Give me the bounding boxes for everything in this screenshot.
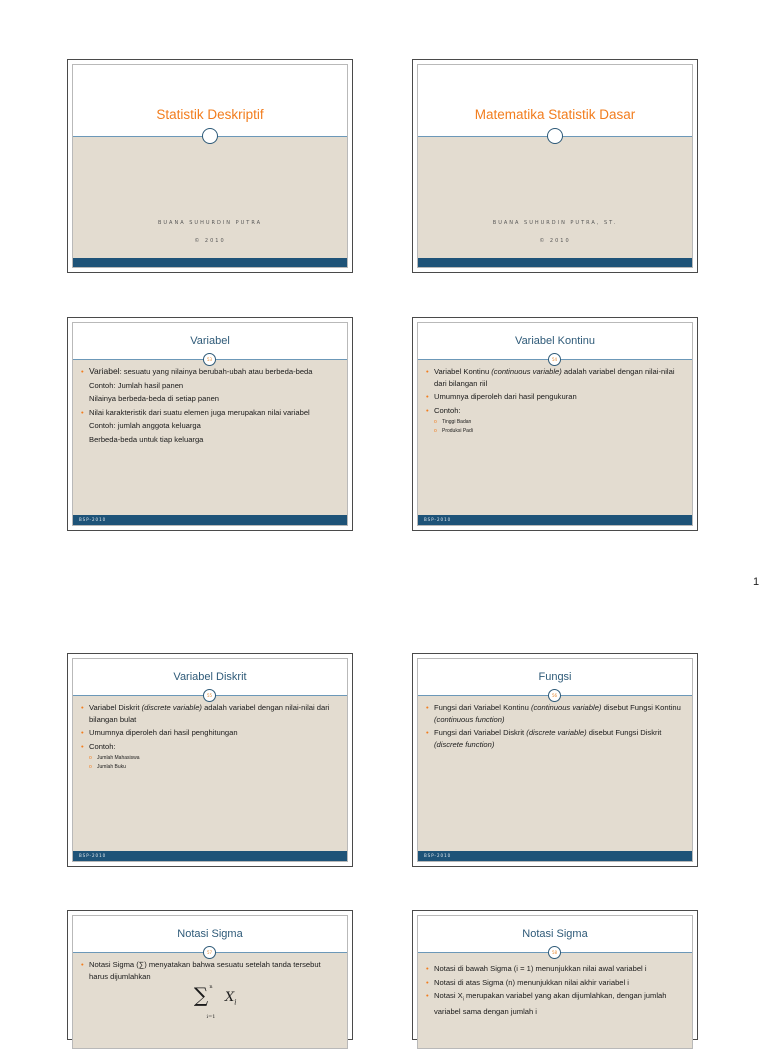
sigma-variable-subscript: i — [234, 998, 237, 1007]
slide-year: © 2010 — [194, 238, 226, 244]
slide-content — [426, 963, 686, 1020]
bullet-text: disebut Fungsi Diskrit — [586, 728, 662, 738]
bullet-text: Variabel Kontinu — [434, 367, 492, 376]
bullet-item: • Contoh: — [426, 405, 686, 417]
divider-circle — [547, 128, 563, 144]
footer-bar — [418, 258, 692, 267]
bullet-text: merupakan variabel yang akan dijumlahkan, dengan jumlah variabel sama dengan jumlah i — [434, 991, 667, 1017]
bullet-text: : sesuatu yang nilainya berubah-ubah atau berbeda-beda — [119, 367, 313, 376]
bullet-item — [426, 702, 686, 725]
bullet-lead: Variabel — [89, 366, 120, 376]
slide-number-circle: 56 — [548, 689, 561, 702]
sigma-symbol: ∑ — [193, 983, 209, 1008]
slide-number-circle: 53 — [203, 353, 216, 366]
sub-bullet-item: o Jumlah Buku — [81, 763, 341, 772]
slide-title: Statistik Deskriptif — [156, 107, 264, 122]
footer-text: BSP-2010 — [79, 517, 107, 522]
slide-frame — [417, 64, 693, 268]
bullet-item: • Umumnya diperoleh dari hasil penghitungan — [81, 727, 341, 739]
sub-bullet-item: o Jumlah Mahasiswa — [81, 754, 341, 763]
bullet-item: • Umumnya diperoleh dari hasil pengukuran — [426, 391, 686, 403]
slide-notasi-sigma-1 — [67, 910, 353, 1040]
bullet-item — [426, 990, 686, 1018]
footer-bar — [73, 258, 347, 267]
slide-frame — [72, 322, 348, 526]
footer-bar — [418, 851, 692, 861]
bullet-item — [426, 727, 686, 750]
slide-matematika-statistik-dasar — [412, 59, 698, 273]
bullet-text: Variabel Diskrit — [89, 703, 142, 712]
slide-content — [426, 366, 686, 436]
slide-number-circle: 55 — [203, 689, 216, 702]
footer-bar — [418, 515, 692, 525]
slide-title-area — [418, 65, 692, 137]
bullet-subscript: i — [462, 996, 464, 1003]
footer-text: BSP-2010 — [79, 853, 107, 858]
sub-bullet-item: o Produksi Padi — [426, 427, 686, 436]
bullet-text: Fungsi dari Variabel Kontinu — [434, 703, 531, 712]
slide-body-area — [73, 953, 347, 1048]
slide-notasi-sigma-2 — [412, 910, 698, 1040]
slide-statistik-deskriptif — [67, 59, 353, 273]
slide-title: Notasi Sigma — [177, 928, 243, 940]
slide-title: Variabel Kontinu — [515, 335, 595, 347]
bullet-italic: (discrete function) — [434, 739, 495, 749]
slide-fungsi — [412, 653, 698, 867]
footer-text: BSP-2010 — [424, 853, 452, 858]
bullet-text: adalah variabel dengan nilai-nilai dari bilangan bulat — [89, 703, 330, 724]
slide-content — [81, 702, 341, 772]
slide-title: Variabel — [190, 335, 230, 347]
text-line: Contoh: Jumlah hasil panen — [89, 380, 184, 390]
bullet-italic: (continuous variable) — [530, 703, 602, 712]
slide-frame — [72, 915, 348, 1049]
sub-bullet-item: o Tinggi Badan — [426, 418, 686, 427]
slide-content — [426, 702, 686, 752]
sigma-variable — [225, 992, 237, 1009]
sigma-formula — [81, 983, 341, 1021]
text-line: Contoh: jumlah anggota keluarga — [89, 421, 201, 431]
slide-title-area — [73, 65, 347, 137]
slide-content — [81, 959, 341, 1020]
slide-frame — [72, 64, 348, 268]
slide-title: Fungsi — [538, 671, 572, 683]
bullet-item: • Contoh: — [81, 741, 341, 753]
slide-title: Matematika Statistik Dasar — [474, 107, 636, 122]
slide-body-area — [73, 137, 347, 259]
bullet-text: Notasi X — [434, 991, 463, 1001]
page-number: 1 — [753, 576, 760, 588]
slide-number-circle: 58 — [548, 946, 561, 959]
slide-variabel-diskrit — [67, 653, 353, 867]
slide-year: © 2010 — [539, 238, 571, 244]
bullet-item — [426, 366, 686, 389]
footer-bar — [73, 515, 347, 525]
slide-body-area — [418, 953, 692, 1048]
slide-frame — [417, 322, 693, 526]
slide-variabel — [67, 317, 353, 531]
slide-number-circle: 57 — [203, 946, 216, 959]
slide-body-area — [418, 696, 692, 851]
slide-title: Variabel Diskrit — [173, 671, 247, 683]
slide-number-circle: 54 — [548, 353, 561, 366]
divider-circle — [202, 128, 218, 144]
bullet-text: disebut Fungsi Kontinu — [601, 703, 681, 712]
slide-content — [81, 366, 341, 448]
bullet-text: Fungsi dari Variabel Diskrit — [434, 728, 527, 738]
slide-body-area — [73, 696, 347, 851]
text-line: Berbeda-beda untuk tiap keluarga — [89, 434, 204, 444]
sigma-upper-limit: n — [209, 984, 213, 991]
slide-title: Notasi Sigma — [522, 928, 588, 940]
bullet-item — [81, 366, 341, 378]
sigma-lower-limit: i=1 — [206, 1014, 216, 1021]
slide-author: BUANA SUHURDIN PUTRA — [157, 220, 263, 226]
slide-frame — [72, 658, 348, 862]
slide-variabel-kontinu — [412, 317, 698, 531]
footer-bar — [73, 851, 347, 861]
bullet-item: • Notasi di bawah Sigma (i = 1) menunjukkan nilai awal variabel i — [426, 963, 686, 975]
bullet-item: • Nilai karakteristik dari suatu elemen juga merupakan nilai variabel — [81, 407, 341, 419]
bullet-italic: (discrete variable) — [141, 703, 202, 712]
slide-frame — [417, 658, 693, 862]
slide-frame — [417, 915, 693, 1049]
bullet-item — [81, 702, 341, 725]
footer-text: BSP-2010 — [424, 517, 452, 522]
sigma-variable-letter: X — [225, 990, 235, 1006]
bullet-item: • Notasi Sigma (∑) menyatakan bahwa sesuatu setelah tanda tersebut harus dijumlahkan — [81, 959, 341, 982]
slide-body-area — [418, 137, 692, 259]
slide-author: BUANA SUHURDIN PUTRA, ST. — [492, 220, 618, 226]
bullet-italic: (discrete variable) — [526, 728, 587, 738]
bullet-item: • Notasi di atas Sigma (n) menunjukkan nilai akhir variabel i — [426, 977, 686, 989]
slide-body-area — [418, 360, 692, 515]
bullet-text: adalah variabel dengan nilai-nilai dari bilangan riil — [434, 367, 675, 388]
bullet-italic: (continuous function) — [434, 714, 505, 724]
slide-body-area — [73, 360, 347, 515]
text-line: Nilainya berbeda-beda di setiap panen — [89, 394, 220, 404]
bullet-italic: (continuous variable) — [491, 367, 562, 376]
